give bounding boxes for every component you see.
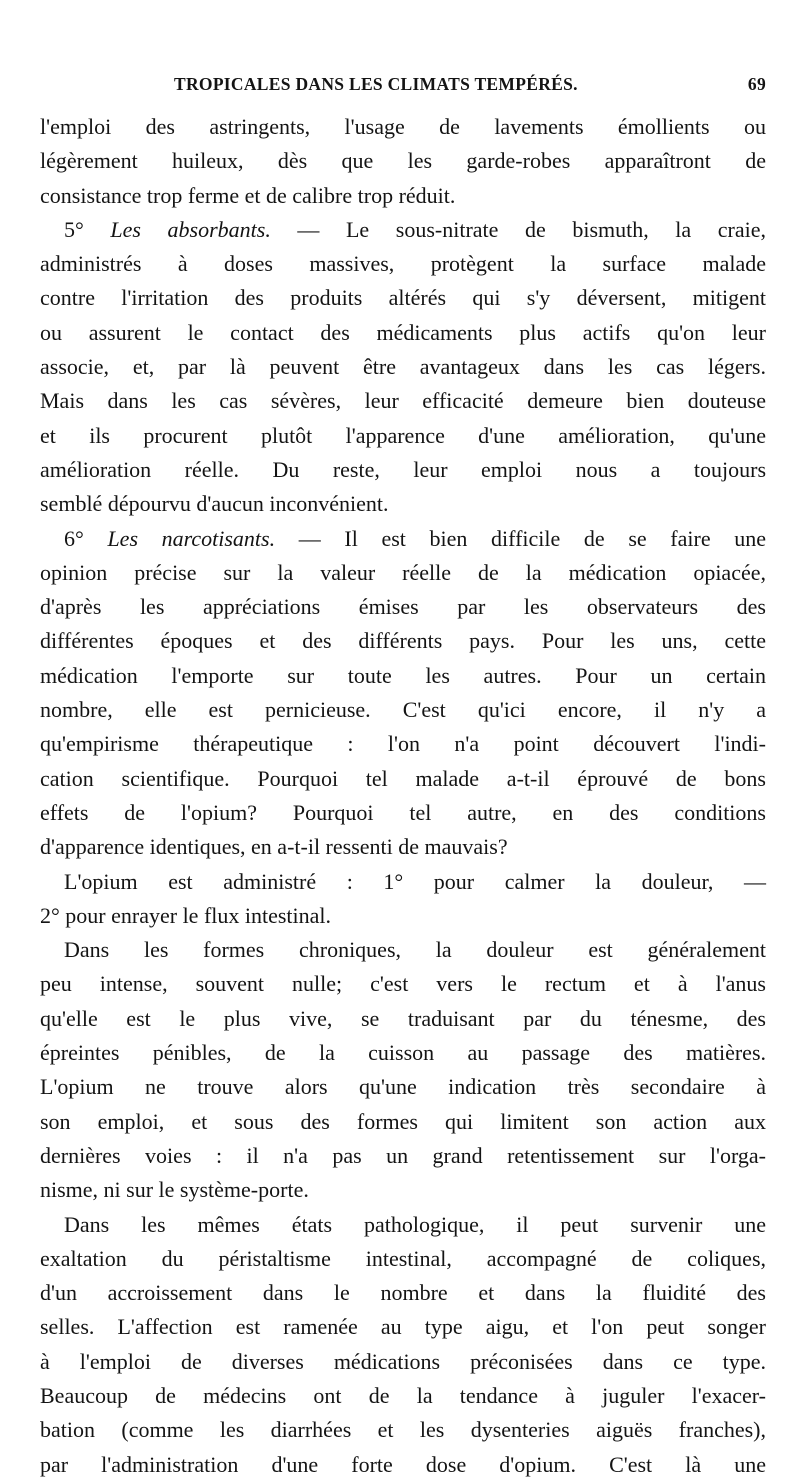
line-text: opinion précise sur la valeur réelle de la médication opiacée, <box>40 559 766 585</box>
text-line <box>40 350 766 384</box>
line-text: l'emploi des astringents, l'usage de lavements émollients ou <box>40 114 766 139</box>
line-text: différentes époques et des différents pays. Pour les uns, cette <box>40 628 766 654</box>
text-line <box>40 1173 766 1207</box>
text-line <box>40 693 766 727</box>
line-text: qu'empirisme thérapeutique : l'on n'a point découvert l'indi- <box>40 731 766 757</box>
text-line <box>40 624 766 658</box>
text-line <box>40 830 766 864</box>
text-line <box>40 899 766 933</box>
text-line <box>40 727 766 761</box>
line-text: — Il est bien difficile de se faire une <box>275 525 766 551</box>
line-text: L'opium ne trouve alors qu'une indication très secondaire à <box>40 1074 766 1100</box>
text-line <box>40 1208 766 1242</box>
line-text: nombre, elle est pernicieuse. C'est qu'ici encore, il n'y a <box>40 697 766 723</box>
line-text: médication l'emporte sur toute les autres. Pour un certain <box>40 662 766 688</box>
line-text: et ils procurent plutôt l'apparence d'une amélioration, qu'une <box>40 422 766 448</box>
line-text: bation (comme les diarrhées et les dysenteries aiguës franches), <box>40 1417 766 1443</box>
line-text: d'après les appréciations émises par les observateurs des <box>40 594 766 620</box>
line-text: — Le sous-nitrate de bismuth, la craie, <box>270 216 766 242</box>
line-text: légèrement huileux, dès que les garde-robes apparaîtront de <box>40 148 766 174</box>
text-line <box>40 1276 766 1310</box>
line-text: par l'administration d'une forte dose d'opium. C'est là une <box>40 1451 766 1477</box>
text-line <box>40 1036 766 1070</box>
line-text: contre l'irritation des produits altérés qui s'y déversent, mitigent <box>40 285 766 311</box>
text-line <box>40 1139 766 1173</box>
text-line <box>40 933 766 967</box>
line-text: cation scientifique. Pourquoi tel malade a-t-il éprouvé de bons <box>40 765 766 791</box>
line-text: semblé dépourvu d'aucun inconvénient. <box>40 491 389 517</box>
line-text: effets de l'opium? Pourquoi tel autre, en des conditions <box>40 799 766 825</box>
text-line <box>40 247 766 281</box>
text-line <box>40 110 766 144</box>
page-header <box>40 74 766 102</box>
text-line <box>40 659 766 693</box>
line-text: L'opium est administré : 1° pour calmer la douleur, — <box>64 868 766 894</box>
section-heading-italic: Les absorbants. <box>110 216 271 242</box>
text-line <box>40 1379 766 1413</box>
text-line <box>40 453 766 487</box>
text-line <box>40 1413 766 1447</box>
line-text: Beaucoup de médecins ont de la tendance à juguler l'exacer- <box>40 1382 766 1408</box>
text-line <box>40 556 766 590</box>
line-text: associe, et, par là peuvent être avantageux dans les cas légers. <box>40 354 766 380</box>
text-line <box>40 762 766 796</box>
line-text: son emploi, et sous des formes qui limitent son action aux <box>40 1108 766 1134</box>
text-line <box>40 1345 766 1379</box>
text-line <box>40 1310 766 1344</box>
section-heading-italic: Les narcotisants. <box>107 525 276 551</box>
line-text: Dans les mêmes états pathologique, il peut survenir une <box>64 1211 766 1237</box>
list-number: 6° <box>64 525 108 551</box>
text-line <box>40 1070 766 1104</box>
text-line <box>40 1105 766 1139</box>
text-line <box>40 487 766 521</box>
line-text: exaltation du péristaltisme intestinal, accompagné de coliques, <box>40 1245 766 1271</box>
text-line <box>40 967 766 1001</box>
line-text: consistance trop ferme et de calibre trop réduit. <box>40 182 456 208</box>
text-line <box>40 144 766 178</box>
text-line <box>40 590 766 624</box>
text-line <box>40 1448 766 1482</box>
line-text: dernières voies : il n'a pas un grand retentissement sur l'orga- <box>40 1142 766 1168</box>
page-number: 69 <box>747 74 766 94</box>
line-text: d'un accroissement dans le nombre et dans la fluidité des <box>40 1280 766 1306</box>
line-text: 2° pour enrayer le flux intestinal. <box>40 902 332 928</box>
line-text: Mais dans les cas sévères, leur efficacité demeure bien douteuse <box>40 388 766 414</box>
text-line <box>40 213 766 247</box>
text-line <box>40 865 766 899</box>
text-line <box>40 281 766 315</box>
text-line <box>40 1002 766 1036</box>
list-number: 5° <box>64 216 111 242</box>
line-text: à l'emploi de diverses médications préconisées dans ce type. <box>40 1348 766 1374</box>
running-title: TROPICALES DANS LES CLIMATS TEMPÉRÉS. <box>174 74 578 94</box>
line-text: peu intense, souvent nulle; c'est vers le rectum et à l'anus <box>40 971 766 997</box>
line-text: épreintes pénibles, de la cuisson au passage des matières. <box>40 1040 766 1066</box>
line-text: nisme, ni sur le système-porte. <box>40 1177 309 1203</box>
text-line <box>40 179 766 213</box>
line-text: qu'elle est le plus vive, se traduisant par du ténesme, des <box>40 1005 766 1031</box>
line-text: d'apparence identiques, en a-t-il ressenti de mauvais? <box>40 834 508 860</box>
text-line <box>40 1242 766 1276</box>
text-line <box>40 384 766 418</box>
line-text: administrés à doses massives, protègent la surface malade <box>40 251 766 277</box>
text-line <box>40 796 766 830</box>
line-text: selles. L'affection est ramenée au type aigu, et l'on peut songer <box>40 1314 766 1340</box>
body-text <box>40 110 766 1482</box>
text-line <box>40 522 766 556</box>
line-text: Dans les formes chroniques, la douleur est généralement <box>64 937 766 963</box>
line-text: ou assurent le contact des médicaments plus actifs qu'on leur <box>40 319 766 345</box>
text-line <box>40 316 766 350</box>
line-text: amélioration réelle. Du reste, leur emploi nous a toujours <box>40 456 766 482</box>
text-line <box>40 419 766 453</box>
